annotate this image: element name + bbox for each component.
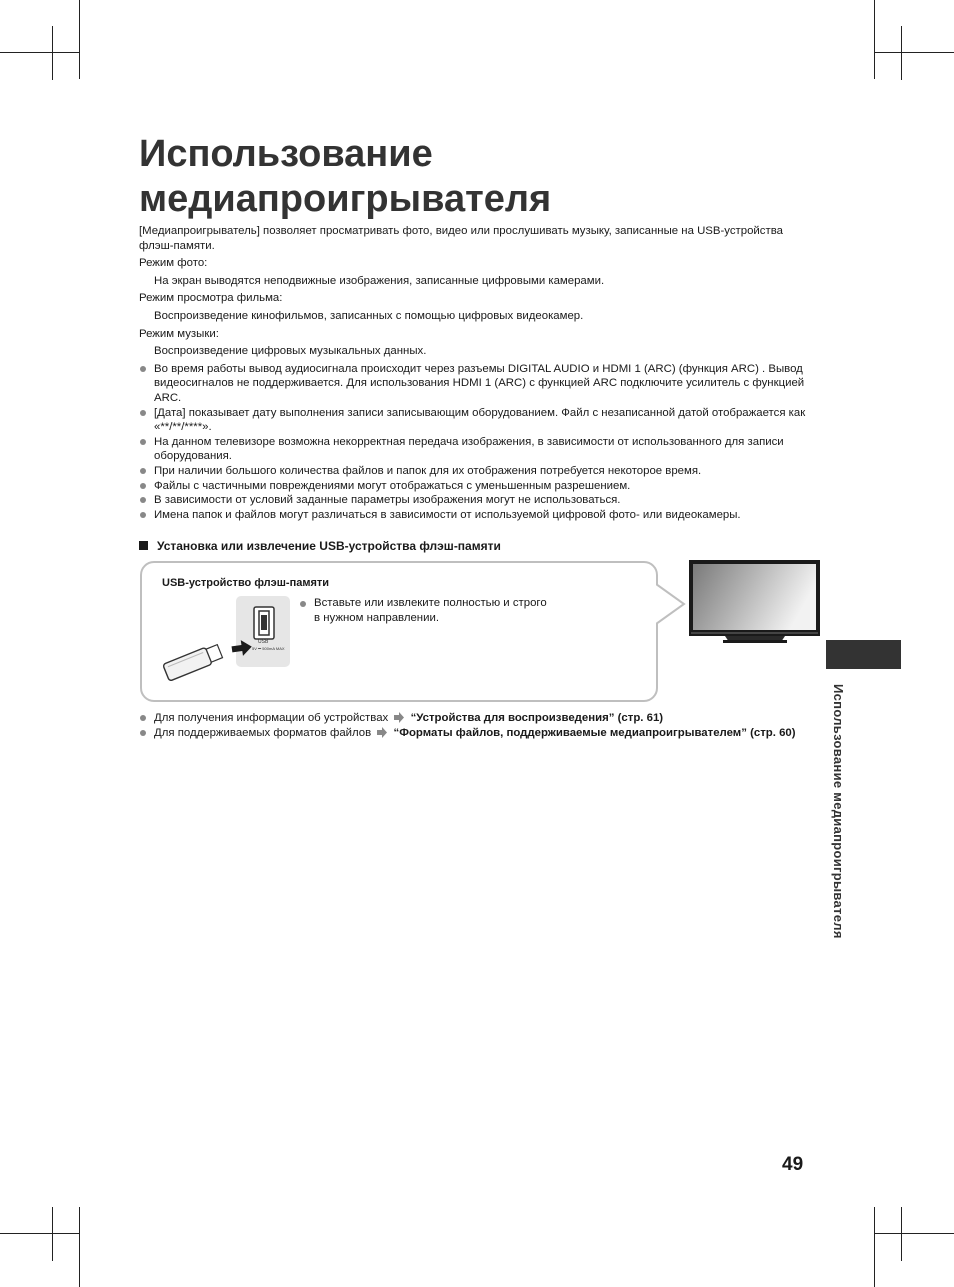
crop-mark	[0, 1233, 80, 1234]
crop-mark	[79, 0, 80, 79]
usb-device-label: USB-устройство флэш-памяти	[162, 577, 330, 589]
note-item: При наличии большого количества файлов и папок для их отображения потребуется некоторое время.	[139, 464, 819, 479]
bubble-tail	[656, 580, 688, 630]
note-item: Во время работы вывод аудиосигнала происходит через разъемы DIGITAL AUDIO и HDMI 1 (ARC) (функция ARC) . Вывод видеосигналов не поддерживается. Для использования HDMI 1 (ARC) с функцией ARC подключите усилитель с функцией ARC.	[139, 362, 819, 406]
usb-stick-icon	[160, 636, 226, 688]
bullet-icon	[140, 483, 146, 489]
insert-instruction: Вставьте или извлеките полностью и строго в нужном направлении.	[300, 596, 550, 626]
note-item: Имена папок и файлов могут различаться в зависимости от используемой цифровой фото- или видеокамеры.	[139, 508, 819, 523]
page-number: 49	[782, 1154, 804, 1175]
bullet-icon	[140, 366, 146, 372]
crop-mark	[901, 1207, 902, 1261]
crop-mark	[874, 1233, 954, 1234]
crop-mark	[874, 0, 875, 79]
insert-arrow-icon	[230, 639, 254, 659]
mode-description: Воспроизведение цифровых музыкальных данных.	[154, 345, 427, 358]
mode-label: Режим музыки:	[139, 327, 219, 340]
title-line-1: Использование	[139, 133, 433, 175]
note-item: В зависимости от условий заданные параметры изображения могут не использоваться.	[139, 493, 819, 508]
usb-port-label: USB	[258, 639, 269, 645]
notes-list	[139, 362, 819, 523]
bullet-icon	[140, 512, 146, 518]
square-bullet-icon	[139, 541, 148, 550]
crop-mark	[901, 26, 902, 80]
usb-port-icon	[253, 606, 275, 640]
section-heading: Установка или извлечение USB-устройства флэш-памяти	[139, 539, 501, 553]
reference-arrow-icon	[376, 727, 388, 738]
intro-paragraph: [Медиапроигрыватель] позволяет просматривать фото, видео или прослушивать музыку, записанные на USB-устройства флэш-памяти.	[139, 225, 783, 252]
main-text	[139, 224, 819, 522]
crop-mark	[52, 26, 53, 80]
chapter-tab	[826, 640, 901, 669]
crop-mark	[874, 1207, 875, 1287]
bullet-icon	[140, 497, 146, 503]
reference-link[interactable]: “Форматы файлов, поддерживаемые медиапроигрывателем” (стр. 60)	[393, 727, 796, 739]
tv-icon	[689, 560, 821, 644]
crop-mark	[79, 1207, 80, 1287]
bullet-icon	[140, 468, 146, 474]
mode-label: Режим фото:	[139, 257, 208, 270]
reference-item: Для поддерживаемых форматов файлов “Форматы файлов, поддерживаемые медиапроигрывателем” (стр. 60)	[139, 726, 819, 741]
bullet-icon	[140, 439, 146, 445]
note-item: На данном телевизоре возможна некорректная передача изображения, в зависимости от использованного для записи оборудования.	[139, 435, 819, 464]
note-item: [Дата] показывает дату выполнения записи записывающим оборудованием. Файл с незаписанной датой отображается как «**/**/****».	[139, 406, 819, 435]
bullet-icon	[140, 715, 146, 721]
usb-port-spec: 5V ⎓ 500mA MAX	[252, 646, 285, 651]
crop-mark	[874, 52, 928, 53]
title-line-2: медиапроигрывателя	[139, 178, 552, 220]
crop-mark	[26, 52, 80, 53]
side-chapter-title: Использование медиапроигрывателя	[831, 684, 846, 939]
mode-label: Режим просмотра фильма:	[139, 292, 283, 305]
page-title	[139, 132, 779, 222]
reference-arrow-icon	[393, 712, 405, 723]
reference-link[interactable]: “Устройства для воспроизведения” (стр. 61)	[410, 712, 664, 724]
crop-mark	[52, 1207, 53, 1261]
mode-description: Воспроизведение кинофильмов, записанных с помощью цифровых видеокамер.	[154, 309, 584, 322]
bullet-icon	[140, 410, 146, 416]
bullet-icon	[300, 601, 306, 607]
reference-list	[139, 711, 819, 741]
reference-item: Для получения информации об устройствах “Устройства для воспроизведения” (стр. 61)	[139, 711, 819, 726]
note-item: Файлы с частичными повреждениями могут отображаться с уменьшенным разрешением.	[139, 479, 819, 494]
mode-description: На экран выводятся неподвижные изображения, записанные цифровыми камерами.	[154, 274, 605, 287]
bullet-icon	[140, 730, 146, 736]
